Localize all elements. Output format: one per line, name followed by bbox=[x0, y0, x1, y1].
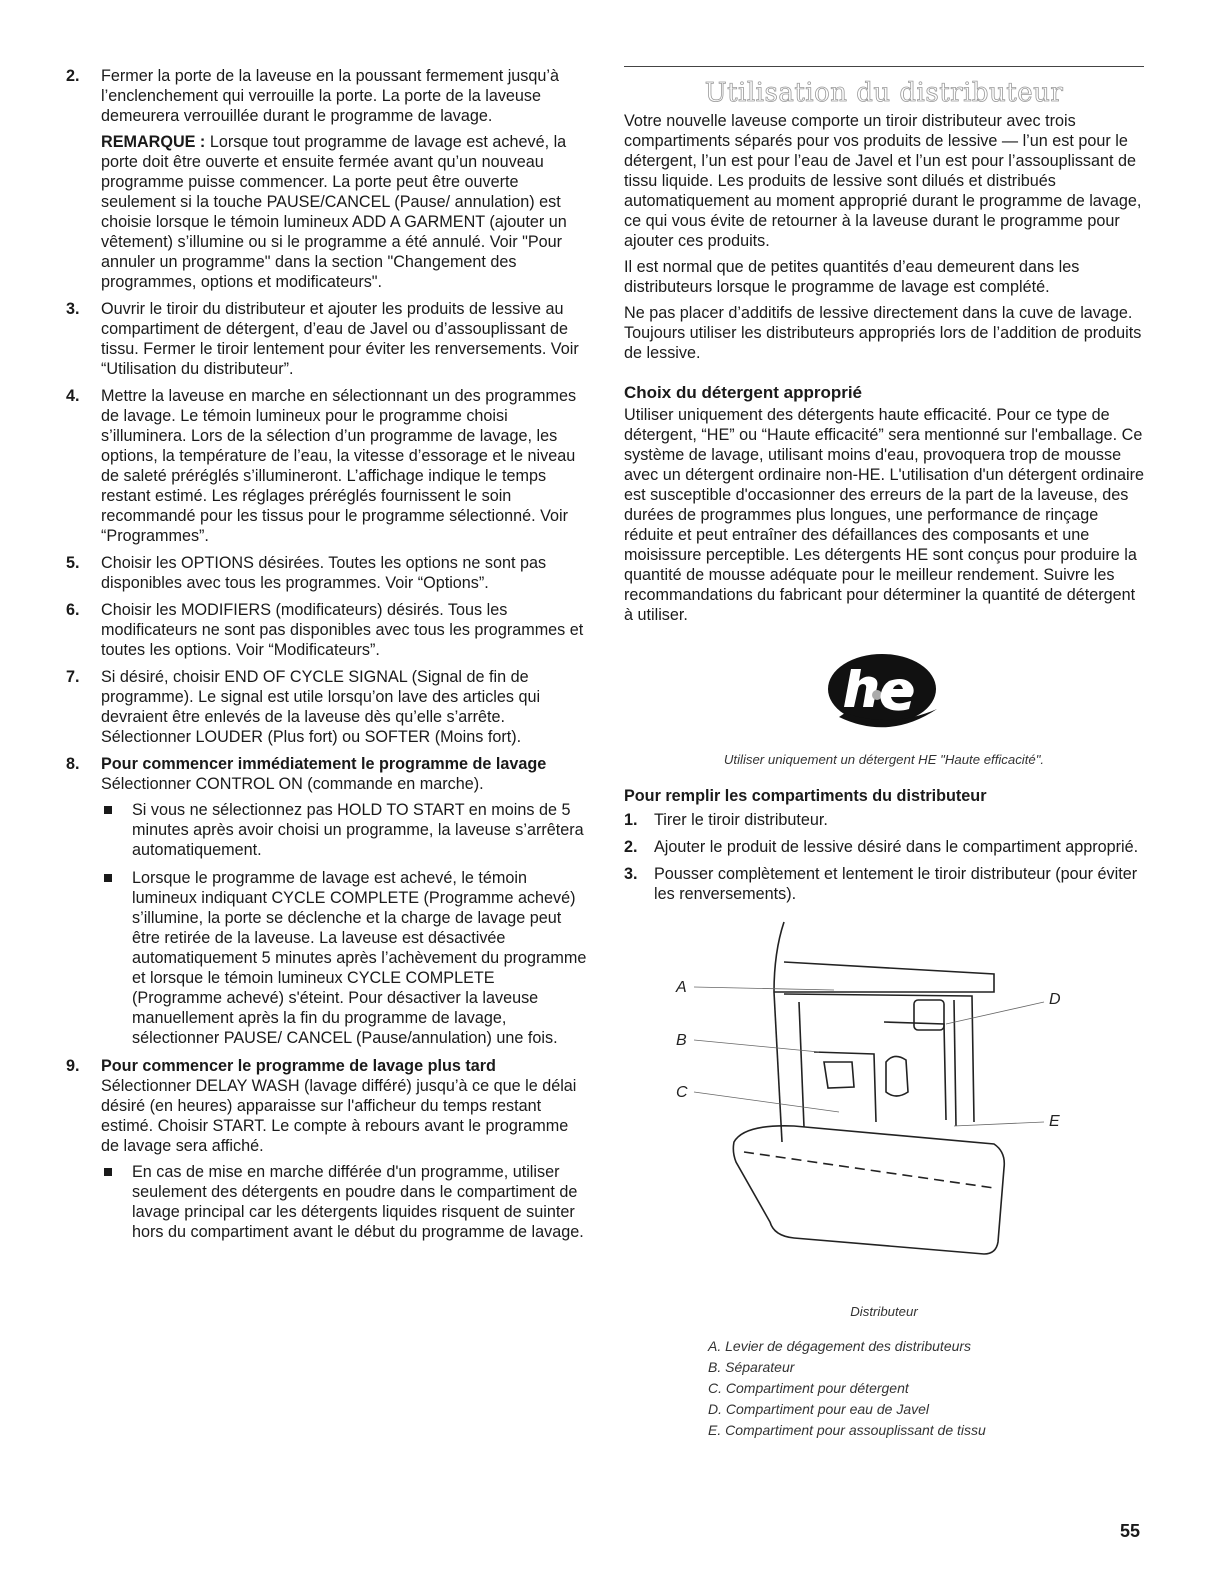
label-b: B bbox=[676, 1032, 687, 1049]
step-number: 3. bbox=[66, 300, 80, 318]
step-text: Ouvrir le tiroir du distributeur et ajouter les produits de lessive au compartiment de détergent, d’eau de Javel ou d’assouplissant de tissu. Fermer le tiroir lentement pour éviter les renversements. Voir “Utilisation du distributeur”. bbox=[101, 300, 579, 378]
step-3 bbox=[66, 299, 588, 379]
step-number: 1. bbox=[624, 811, 638, 829]
remark bbox=[101, 132, 588, 292]
step-heading: Pour commencer le programme de lavage plus tard bbox=[101, 1057, 496, 1075]
bullet-text: Lorsque le programme de lavage est achevé, le témoin lumineux indiquant CYCLE COMPLETE (Programme achevé) s’illumine, la porte se déclenche et la charge de lavage peut être retirée de la laveuse. La laveuse est désactivée automatiquement 5 minutes après l’achèvement du programme et lorsque le témoin lumineux CYCLE COMPLETE (Programme achevé) s'éteint. Pour désactiver la laveuse manuellement après la fin du programme de lavage, sélectionner PAUSE/ CANCEL (Pause/annulation) une fois. bbox=[132, 869, 587, 1047]
step-7 bbox=[66, 667, 588, 747]
step-text: Choisir les OPTIONS désirées. Toutes les options ne sont pas disponibles avec tous les programmes. Voir “Options”. bbox=[101, 554, 547, 592]
bullet-item bbox=[101, 800, 588, 860]
bullet-text: Si vous ne sélectionnez pas HOLD TO START en moins de 5 minutes après avoir choisi un programme, la laveuse s’arrêtera automatiquement. bbox=[132, 801, 584, 859]
legend-item: C. Compartiment pour détergent bbox=[708, 1380, 909, 1396]
fill-heading: Pour remplir les compartiments du distributeur bbox=[624, 787, 987, 805]
step-number: 8. bbox=[66, 755, 80, 773]
fill-steps bbox=[624, 810, 1144, 904]
step-9 bbox=[66, 1056, 588, 1242]
label-a: A bbox=[676, 979, 687, 996]
step-6 bbox=[66, 600, 588, 660]
legend-item: E. Compartiment pour assouplissant de tissu bbox=[708, 1422, 986, 1438]
he-logo-icon bbox=[819, 651, 949, 733]
page-number: 55 bbox=[1119, 1521, 1140, 1541]
step-5 bbox=[66, 553, 588, 593]
step-text: Sélectionner CONTROL ON (commande en marche). bbox=[101, 775, 484, 793]
remark-text: Lorsque tout programme de lavage est achevé, la porte doit être ouverte et ensuite fermée avant qu’un nouveau programme puisse commencer. La porte peut être ouverte seulement si la touche PAUSE/CANCEL (Pause/ annulation) est choisie lorsque le témoin lumineux ADD A GARMENT (ajouter un vêtement) s’illumine ou si le programme a été annulé. Voir "Pour annuler un programme" dans la section "Changement des programmes, options et modificateurs". bbox=[101, 133, 567, 291]
diagram-legend bbox=[708, 1336, 1144, 1441]
legend-item: D. Compartiment pour eau de Javel bbox=[708, 1401, 929, 1417]
step-text: Mettre la laveuse en marche en sélectionnant un des programmes de lavage. Le témoin lumineux pour le programme choisi s’illuminera. Lors de la sélection d’un programme de lavage, les options, la température de l’eau, la vitesse d’essorage et le niveau de saleté préréglés s’illumineront. L’affichage indique le temps restant estimé. Les réglages préréglés fournissent le soin recommandé pour les tissus pour le programme sélectionné. Voir “Programmes”. bbox=[101, 387, 577, 545]
bullet-list bbox=[101, 1162, 588, 1242]
label-e: E bbox=[1049, 1113, 1060, 1130]
section-divider bbox=[624, 66, 1144, 67]
dispenser-diagram bbox=[624, 912, 1144, 1302]
step-text: Pousser complètement et lentement le tiroir distributeur (pour éviter les renversements). bbox=[654, 865, 1138, 903]
step-number: 2. bbox=[66, 67, 80, 85]
step-text: Sélectionner DELAY WASH (lavage différé) jusqu’à ce que le délai désiré (en heures) apparaisse sur l'afficheur du temps restant estimé. Choisir START. Le compte à rebours avant le programme de lavage sera affiché. bbox=[101, 1077, 577, 1155]
bullet-square-icon bbox=[104, 874, 112, 882]
legend-item: B. Séparateur bbox=[708, 1359, 795, 1375]
bullet-square-icon bbox=[104, 1168, 112, 1176]
left-column bbox=[66, 66, 588, 1250]
bullet-item bbox=[101, 1162, 588, 1242]
step-text: Tirer le tiroir distributeur. bbox=[654, 811, 828, 829]
step-number: 7. bbox=[66, 668, 80, 686]
he-logo bbox=[624, 651, 1144, 738]
bullet-item bbox=[101, 868, 588, 1048]
instruction-steps bbox=[66, 66, 588, 1242]
detergent-paragraph: Utiliser uniquement des détergents haute efficacité. Pour ce type de détergent, “HE” ou “Haute efficacité” sera mentionné sur l'emballage. Ce système de lavage, utilisant moins d'eau, provoquera trop de mousse avec un détergent ordinaire non-HE. L'utilisation d'un détergent ordinaire est susceptible d'occasionner des erreurs de la part de la laveuse, des durées de programmes plus longues, une performance de rinçage réduite et peut entraîner des défaillances des composants et une moisissure perceptible. Les détergents HE sont conçus pour produire la quantité de mousse adéquate pour le meilleur rendement. Suivre les recommandations du fabricant pour déterminer la quantité de détergent à utiliser. bbox=[624, 406, 1145, 624]
step-heading: Pour commencer immédiatement le programme de lavage bbox=[101, 755, 547, 773]
step-number: 2. bbox=[624, 838, 638, 856]
fill-step bbox=[624, 810, 1144, 830]
step-number: 9. bbox=[66, 1057, 80, 1075]
intro-paragraph: Ne pas placer d’additifs de lessive directement dans la cuve de lavage. Toujours utiliser les distributeurs appropriés lors de l’addition de produits de lessive. bbox=[624, 304, 1142, 362]
bullet-square-icon bbox=[104, 806, 112, 814]
step-4 bbox=[66, 386, 588, 546]
label-c: C bbox=[676, 1084, 688, 1101]
diagram-caption: Distributeur bbox=[850, 1304, 918, 1319]
step-text: Fermer la porte de la laveuse en la poussant fermement jusqu’à l’enclenchement qui verrouille la porte. La porte de la laveuse demeurera verrouillée durant le programme de lavage. bbox=[101, 67, 559, 125]
intro-paragraph: Il est normal que de petites quantités d’eau demeurent dans les distributeurs lorsque le programme de lavage est complété. bbox=[624, 258, 1080, 296]
step-number: 5. bbox=[66, 554, 80, 572]
step-number: 4. bbox=[66, 387, 80, 405]
fill-step bbox=[624, 864, 1144, 904]
intro-paragraph: Votre nouvelle laveuse comporte un tiroir distributeur avec trois compartiments séparés pour vos produits de lessive — l’un est pour le détergent, l’un est pour l’eau de Javel et l’un est pour l’assouplissant de tissu liquide. Les produits de lessive sont dilués et distribués automatiquement au moment approprié durant le programme de lavage, ce qui vous évite de retourner à la laveuse durant le programme pour ajouter ces produits. bbox=[624, 112, 1142, 250]
step-text: Ajouter le produit de lessive désiré dans le compartiment approprié. bbox=[654, 838, 1139, 856]
step-number: 6. bbox=[66, 601, 80, 619]
step-text: Si désiré, choisir END OF CYCLE SIGNAL (Signal de fin de programme). Le signal est utile lorsqu’on lave des articles qui devraient être enlevés de la laveuse dès qu’elle s’arrête. Sélectionner LOUDER (Plus fort) ou SOFTER (Moins fort). bbox=[101, 668, 541, 746]
step-2 bbox=[66, 66, 588, 292]
label-d: D bbox=[1049, 991, 1061, 1008]
he-caption: Utiliser uniquement un détergent HE "Haute efficacité". bbox=[723, 752, 1045, 767]
remark-label: REMARQUE : bbox=[101, 133, 206, 151]
bullet-list bbox=[101, 800, 588, 1048]
bullet-text: En cas de mise en marche différée d'un programme, utiliser seulement des détergents en poudre dans le compartiment de lavage principal car les détergents liquides risquent de suinter hors du compartiment avant le début du programme de lavage. bbox=[132, 1163, 584, 1241]
section-title: Utilisation du distributeur bbox=[704, 78, 1064, 108]
fill-step bbox=[624, 837, 1144, 857]
step-number: 3. bbox=[624, 865, 638, 883]
step-8 bbox=[66, 754, 588, 1048]
right-column bbox=[624, 66, 1144, 1441]
step-text: Choisir les MODIFIERS (modificateurs) désirés. Tous les modificateurs ne sont pas disponibles avec tous les programmes et toutes les options. Voir “Modificateurs”. bbox=[101, 601, 584, 659]
detergent-heading: Choix du détergent approprié bbox=[624, 383, 863, 402]
legend-item: A. Levier de dégagement des distributeurs bbox=[708, 1338, 972, 1354]
